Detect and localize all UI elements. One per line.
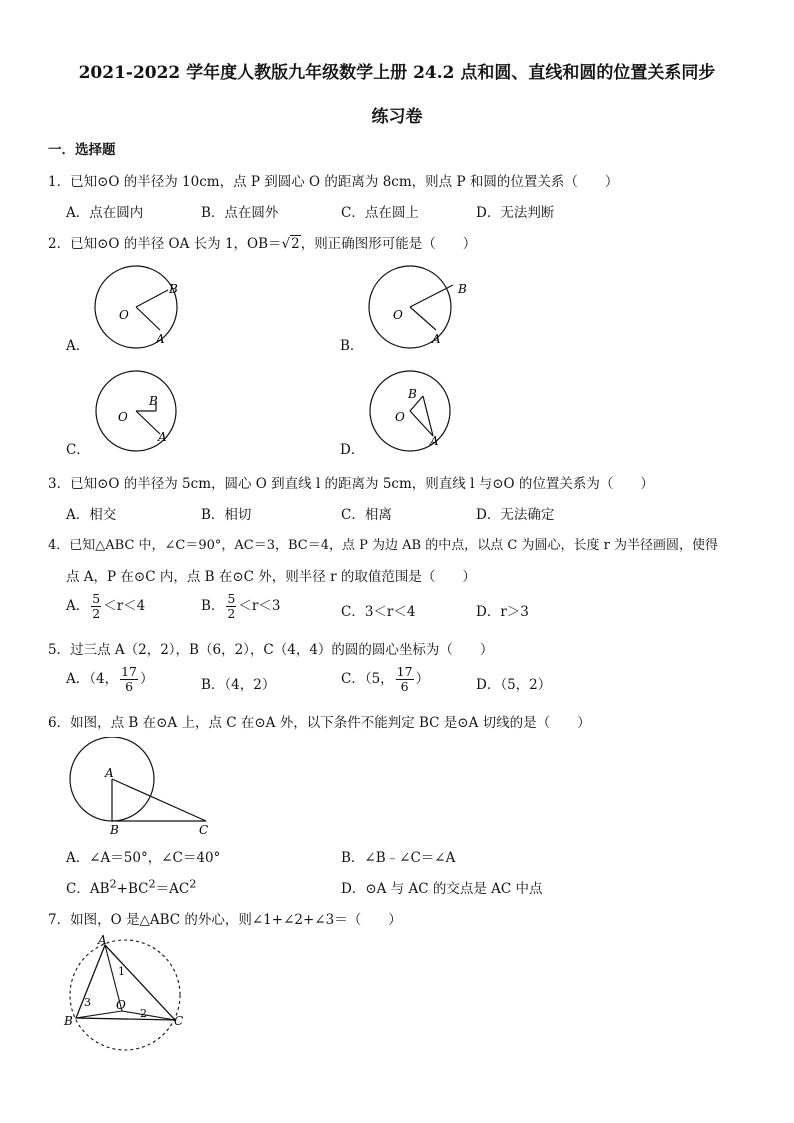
q6-option-d[interactable]: D．⊙A 与 AC 的交点是 AC 中点 (341, 881, 543, 897)
question-2-stem (48, 232, 476, 252)
q2a-label-a: A (156, 332, 165, 346)
question-4-stem-line1: 4．已知△ABC 中，∠C＝90°，AC＝3，BC＝4，点 P 为边 AB 的中点，以点 C 为圆心，长度 r 为半径画圆，使得 (48, 538, 718, 553)
q2-stem-part1: 2．已知⊙O 的半径 OA 长为 1，OB＝ (48, 236, 282, 252)
q5a-numerator: 17 (121, 664, 137, 679)
q6-label-a: A (105, 766, 114, 780)
q2c-segment-oa (136, 411, 160, 434)
q6c-exp1: 2 (109, 877, 117, 891)
q4a-denominator: 2 (92, 605, 101, 621)
page-title-line1: 2021-2022 学年度人教版九年级数学上册 24.2 点和圆、直线和圆的位置关系同步 (78, 63, 716, 83)
q7-label-c: C (174, 1014, 184, 1028)
q3-option-c[interactable]: C．相离 (341, 507, 392, 523)
page-title-line2: 练习卷 (371, 107, 423, 127)
question-6-stem: 6．如图，点 B 在⊙A 上，点 C 在⊙A 外，以下条件不能判定 BC 是⊙A 切线的是（ ） (48, 715, 591, 731)
q6-option-c[interactable] (66, 877, 196, 897)
q2-figure-b (360, 263, 480, 353)
q7-label-b: B (64, 1014, 73, 1028)
q2c-label-b: B (149, 394, 158, 408)
q5c-prefix: C．（5， (341, 670, 394, 687)
q4-option-b[interactable] (201, 592, 280, 621)
q5-option-c[interactable] (341, 665, 429, 694)
q6-figure (64, 737, 224, 837)
q7-angle-1: 1 (118, 965, 125, 978)
q2b-label-a: A (432, 332, 441, 346)
q5c-denominator: 6 (400, 678, 409, 694)
q4a-fraction (91, 592, 101, 621)
q2a-label-o: O (119, 308, 129, 322)
q6-label-b: B (110, 823, 119, 837)
q2-figure-a (86, 263, 206, 353)
q2a-segment-ob (136, 290, 168, 307)
q2d-label-b: B (408, 387, 417, 401)
q5c-fraction (396, 665, 414, 694)
q1-option-c[interactable]: C．点在圆上 (341, 205, 419, 221)
q4b-fraction (226, 592, 236, 621)
q4a-suffix: ＜r＜4 (103, 597, 146, 614)
q2a-label-b: B (169, 282, 178, 296)
q2d-label-o: O (395, 410, 405, 424)
q1-option-a[interactable]: A．点在圆内 (66, 205, 144, 221)
q4b-suffix: ＜r＜3 (238, 597, 281, 614)
q4-option-a[interactable] (66, 592, 145, 621)
q5-option-d[interactable]: D．（5，2） (476, 677, 552, 693)
q4b-numerator: 5 (227, 591, 236, 606)
q2-option-b[interactable]: B． (340, 338, 364, 354)
question-4-stem-line2: 点 A，P 在⊙C 内，点 B 在⊙C 外，则半径 r 的取值范围是（ ） (66, 569, 476, 585)
question-5-stem: 5．过三点 A（2，2），B（6，2），C（4，4）的圆的圆心坐标为（ ） (48, 642, 494, 658)
section-heading: 一．选择题 (48, 142, 116, 158)
q6c-exp3: 2 (189, 877, 197, 891)
q5c-suffix: ） (415, 670, 430, 687)
q4a-numerator: 5 (92, 591, 101, 606)
q2-option-d[interactable]: D． (340, 442, 365, 458)
q6-segment-ac (112, 779, 206, 821)
q6c-exp2: 2 (148, 877, 156, 891)
q2-stem-part2: ，则正确图形可能是（ ） (300, 236, 477, 252)
q5a-fraction (120, 665, 138, 694)
q5c-numerator: 17 (396, 664, 413, 679)
q6-label-c: C (199, 823, 209, 837)
q6-option-a[interactable]: A．∠A＝50°，∠C＝40° (66, 850, 221, 866)
q2-sqrt-radicand: 2 (291, 236, 300, 252)
q2c-label-a: A (158, 430, 167, 444)
q6c-part3: ＝AC (155, 881, 190, 897)
sqrt-symbol: √2 (281, 236, 300, 252)
q5a-suffix: ） (140, 670, 154, 687)
q1-option-d[interactable]: D．无法判断 (476, 205, 555, 221)
q7-circumcircle (70, 940, 180, 1050)
q4-option-d[interactable]: D．r＞3 (476, 604, 529, 620)
q5a-prefix: A．（4， (66, 670, 119, 687)
q2a-segment-oa (136, 307, 160, 330)
q2-option-c[interactable]: C． (66, 442, 90, 458)
q7-segment-bo (76, 1011, 122, 1018)
q2d-label-a: A (430, 434, 439, 448)
q5a-denominator: 6 (125, 678, 134, 694)
q7-label-a: A (98, 933, 107, 947)
q6-option-b[interactable]: B．∠B﹣∠C＝∠A (341, 850, 456, 866)
q2b-label-b: B (458, 282, 467, 296)
q7-figure (60, 933, 200, 1053)
q2-option-a[interactable]: A． (66, 338, 90, 354)
q5-option-a[interactable] (66, 665, 154, 694)
q4-option-c[interactable]: C．3＜r＜4 (341, 604, 416, 620)
q3-option-b[interactable]: B．相切 (201, 507, 252, 523)
question-7-stem: 7．如图，O 是△ABC 的外心，则∠1+∠2+∠3＝（ ） (48, 912, 402, 928)
q2-figure-c (86, 368, 206, 458)
q4b-denominator: 2 (227, 605, 236, 621)
q2b-segment-oa (410, 307, 436, 330)
q2-figure-d (360, 368, 480, 458)
question-3-stem: 3．已知⊙O 的半径为 5cm，圆心 O 到直线 l 的距离为 5cm，则直线 l 与⊙O 的位置关系为（ ） (48, 476, 654, 492)
q4b-prefix: B． (201, 597, 225, 614)
q4a-prefix: A． (66, 597, 90, 614)
q6c-part1: C．AB (66, 881, 110, 897)
q7-angle-2: 2 (140, 1007, 147, 1020)
q1-option-b[interactable]: B．点在圆外 (201, 205, 279, 221)
q5-option-b[interactable]: B．（4，2） (201, 677, 276, 693)
q3-option-d[interactable]: D．无法确定 (476, 507, 555, 523)
q7-label-o: O (116, 998, 126, 1012)
q2b-label-o: O (393, 308, 403, 322)
question-1-stem: 1．已知⊙O 的半径为 10cm，点 P 到圆心 O 的距离为 8cm，则点 P 和圆的位置关系（ ） (48, 174, 619, 190)
q7-angle-3: 3 (84, 996, 91, 1009)
q6c-part2: +BC (116, 881, 149, 897)
q3-option-a[interactable]: A．相交 (66, 507, 117, 523)
q2c-label-o: O (118, 410, 128, 424)
q2b-segment-ob (410, 285, 453, 307)
